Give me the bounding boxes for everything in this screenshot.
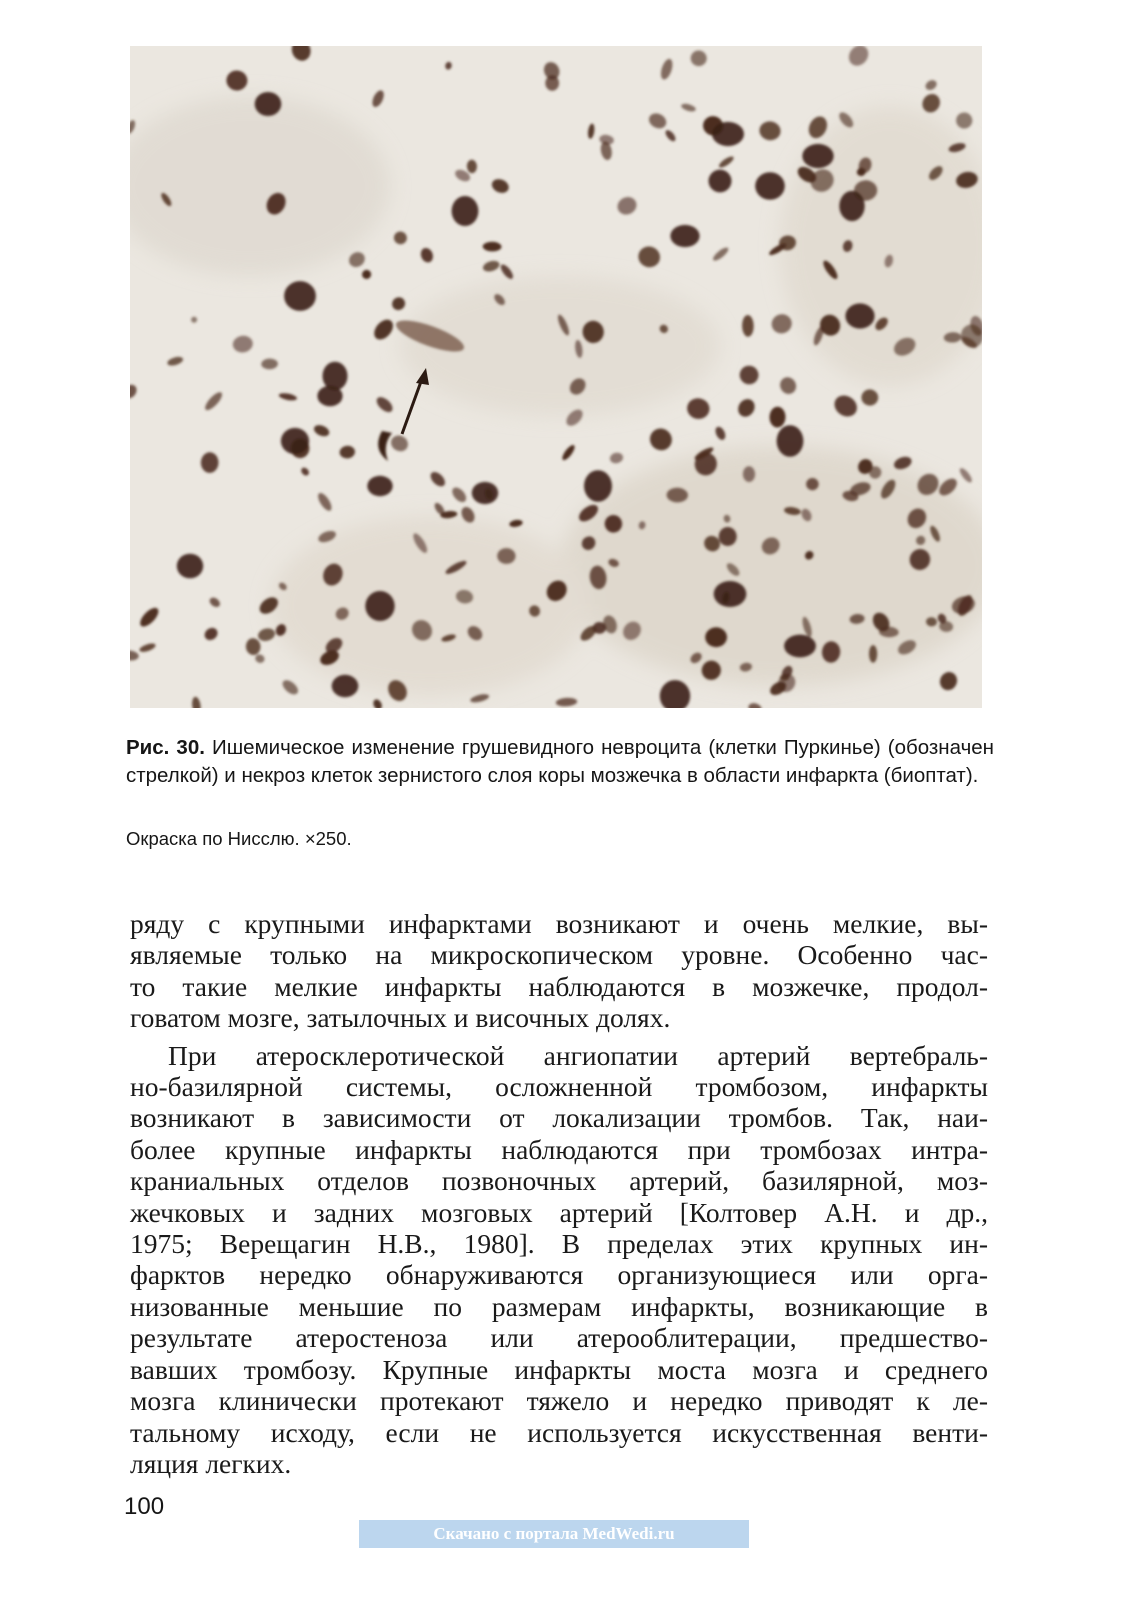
text-line: жечковых и задних мозговых артерий [Колтовер А.Н. и др., — [130, 1196, 988, 1228]
stained-cell — [284, 281, 316, 311]
stained-cell — [755, 172, 785, 200]
text-line: то такие мелкие инфаркты наблюдаются в мозжечке, продол- — [130, 970, 988, 1002]
micrograph-image — [130, 46, 982, 708]
stained-cell — [452, 196, 479, 226]
stained-cell — [332, 675, 359, 697]
figure-label: Рис. 30. — [126, 736, 205, 759]
stained-cell — [317, 386, 342, 407]
stained-cell — [584, 470, 612, 502]
text-line: тальному исходу, если не используется искусственная венти- — [130, 1416, 988, 1448]
page-number: 100 — [124, 1493, 165, 1520]
text-line: 1975; Верещагин Н.В., 1980]. В пределах этих крупных ин- — [130, 1228, 988, 1260]
text-line: говатом мозге, затылочных и височных долях. — [130, 1002, 671, 1034]
stained-cell — [281, 428, 309, 454]
stained-cell — [177, 554, 203, 579]
stained-cell — [545, 75, 559, 90]
paragraph-1 — [130, 908, 988, 1034]
micrograph-figure — [130, 46, 982, 708]
stained-cell — [323, 362, 348, 391]
text-line: более крупные инфаркты наблюдаются при тромбозах интра- — [130, 1133, 988, 1165]
stain-note: Окраска по Нисслю. ×250. — [126, 828, 352, 849]
text-line: мозга клинически протекают тяжело и нередко приводят к ле- — [130, 1385, 988, 1417]
stained-cell — [869, 645, 877, 663]
stained-cell — [784, 635, 816, 658]
stained-cell — [714, 581, 747, 607]
body-text — [130, 908, 988, 1479]
text-line: фарктов нередко обнаруживаются организующиеся или орга- — [130, 1259, 988, 1291]
figure-caption — [126, 734, 994, 790]
stained-cell — [709, 170, 732, 193]
text-line: но-базилярной системы, осложненной тромбозом, инфаркты — [130, 1071, 988, 1103]
text-line: При атеросклеротической ангиопатии артерий вертебраль- — [168, 1039, 988, 1071]
text-line: являемые только на микроскопическом уровне. Особенно час- — [130, 939, 988, 971]
stained-cell — [845, 303, 874, 328]
stained-cell — [712, 122, 744, 146]
stained-cell — [777, 425, 804, 457]
text-line: низованные меньшие по размерам инфаркты, возникающие в — [130, 1290, 988, 1322]
stained-cell — [255, 92, 282, 116]
stained-cell — [802, 144, 833, 168]
stained-cell — [719, 527, 737, 546]
paragraph-2 — [130, 1040, 988, 1480]
text-line: краниальных отделов позвоночных артерий, базилярной, моз- — [130, 1165, 988, 1197]
watermark-banner: Скачано с портала MedWedi.ru — [359, 1520, 749, 1548]
stained-cell — [839, 191, 864, 221]
stained-cell — [472, 482, 498, 504]
text-line: возникают в зависимости от локализации тромбов. Так, наи- — [130, 1102, 988, 1134]
stained-cell — [367, 476, 392, 496]
figure-caption-text: Ишемическое изменение грушевидного невроцита (клетки Пуркинье) (обозначен стрелкой) и некроз клеток зернистого слоя коры мозжечка в области инфаркта (биоптат). — [126, 736, 994, 787]
text-line: ряду с крупными инфарктами возникают и очень мелкие, вы- — [130, 908, 988, 939]
text-line: вавших тромбозу. Крупные инфаркты моста мозга и среднего — [130, 1353, 988, 1385]
stained-cell — [670, 225, 699, 247]
text-line: ляция легких. — [130, 1447, 292, 1479]
stained-cell — [365, 591, 394, 621]
text-line: результате атеростеноза или атерооблитерации, предшество- — [130, 1322, 988, 1354]
